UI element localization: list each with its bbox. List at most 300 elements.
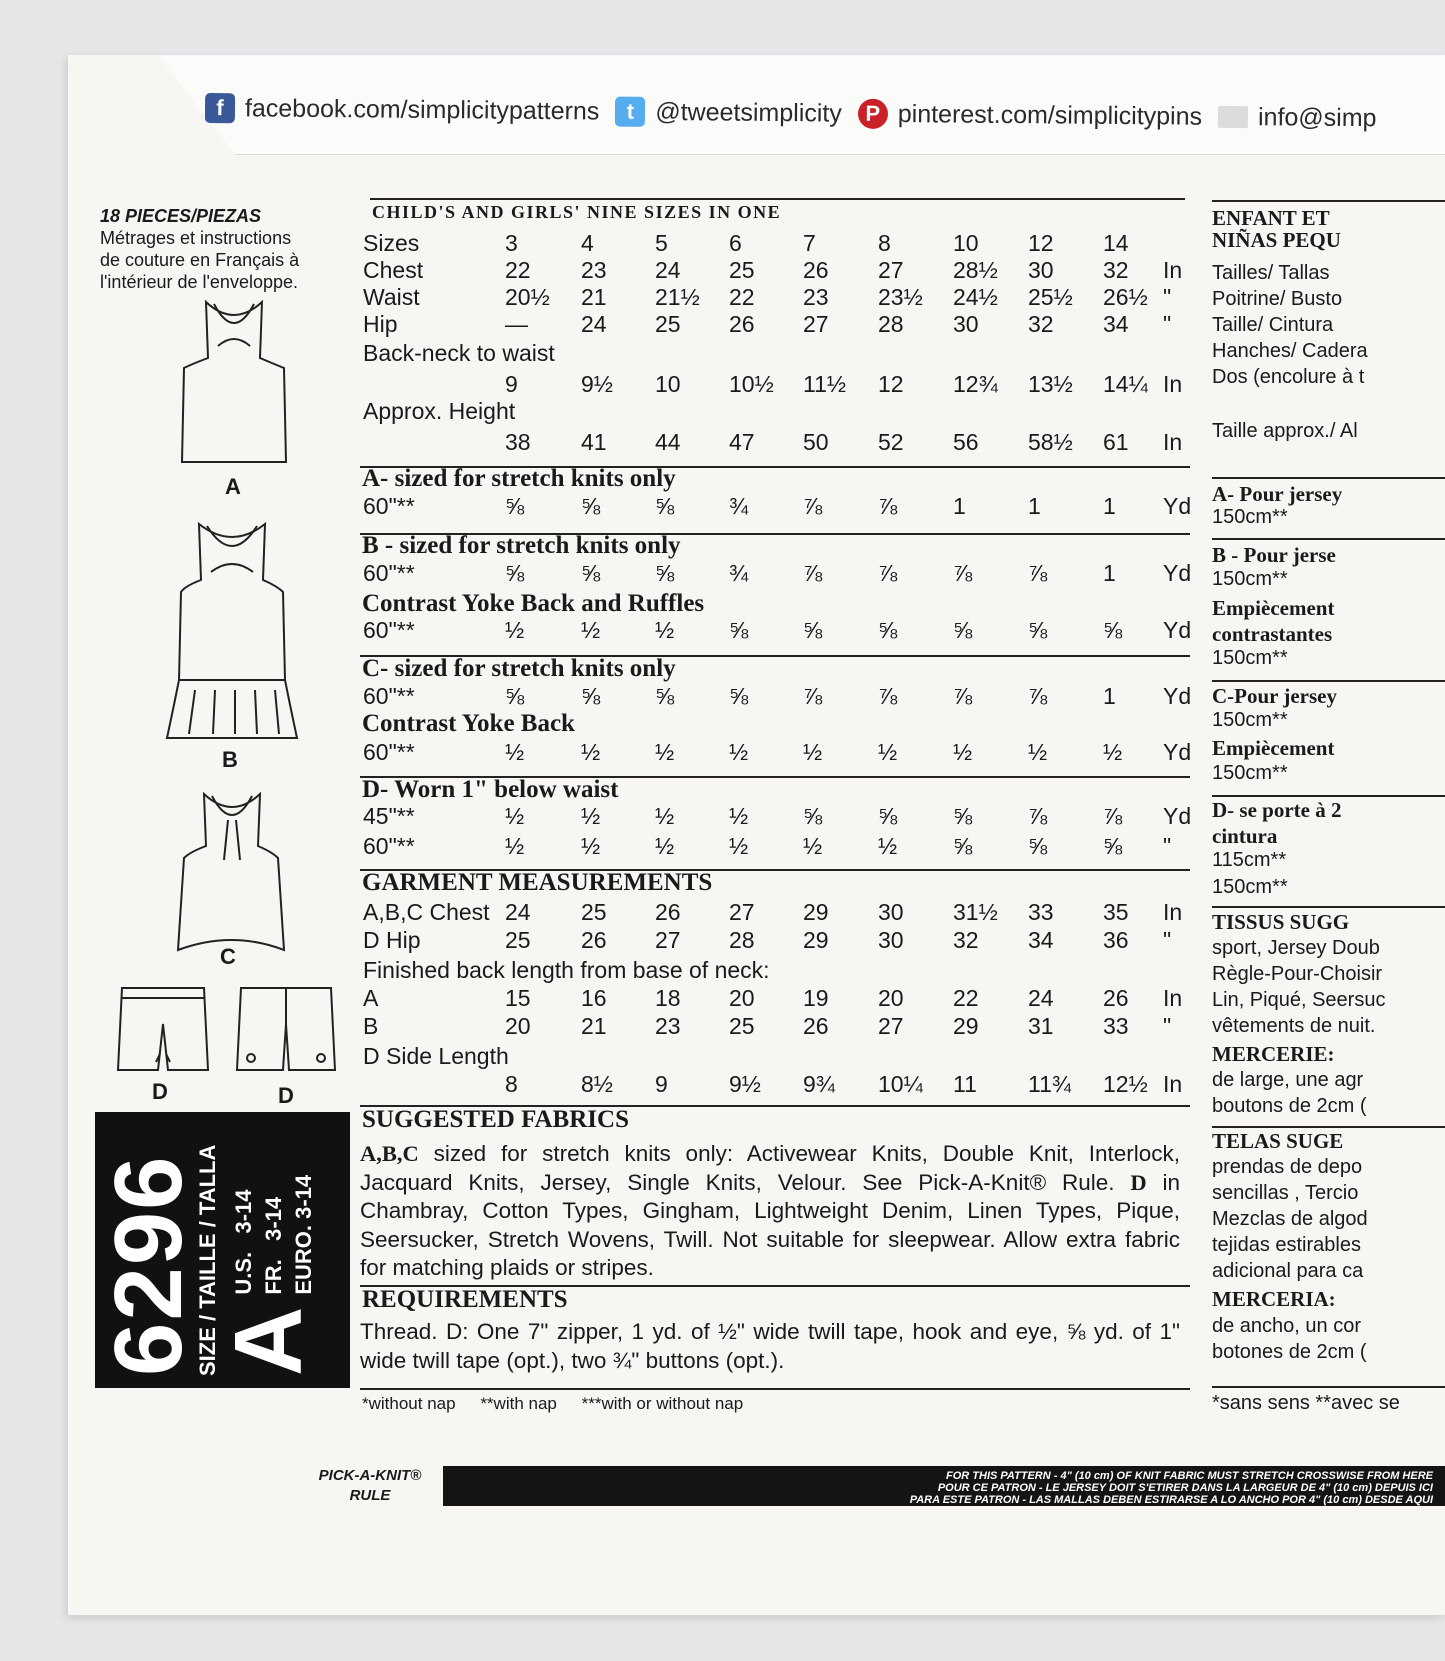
cell-value: 24 bbox=[505, 899, 531, 925]
cell-value: 7 bbox=[803, 230, 816, 256]
size-range-fr: FR. 3-14 bbox=[261, 1196, 286, 1295]
fr-merceria-line: de ancho, un cor bbox=[1212, 1315, 1361, 1337]
cell-value: 23 bbox=[581, 257, 607, 283]
cell-value: 29 bbox=[803, 927, 829, 953]
cell-value: ⅞ bbox=[1103, 803, 1123, 829]
cell-value: 30 bbox=[953, 311, 979, 337]
pieces-count: 18 PIECES/PIEZAS bbox=[100, 206, 262, 226]
row-label: 60"** bbox=[363, 683, 415, 709]
cell-value: — bbox=[505, 311, 528, 337]
cell-unit: " bbox=[1163, 927, 1172, 953]
fr-c-empiecement: Empiècement bbox=[1212, 736, 1335, 760]
cell-value: ⅞ bbox=[878, 683, 898, 709]
cell-value: 19 bbox=[803, 985, 829, 1011]
cell-value: ⅞ bbox=[803, 493, 823, 519]
view-d-front-label: D bbox=[152, 1079, 168, 1104]
cell-value: 26 bbox=[581, 927, 607, 953]
cell-value: ⅝ bbox=[655, 560, 675, 586]
finished-length-label: Finished back length from base of neck: bbox=[363, 957, 770, 983]
cell-value: 36 bbox=[1103, 927, 1129, 953]
view-a-illustration bbox=[178, 298, 290, 468]
cell-value: ⅝ bbox=[655, 493, 675, 519]
cell-value: 6 bbox=[729, 230, 742, 256]
cell-value: 12½ bbox=[1103, 1071, 1148, 1097]
cell-value: 14¼ bbox=[1103, 371, 1148, 397]
cell-value: ½ bbox=[729, 803, 749, 829]
cell-value: 26 bbox=[729, 311, 755, 337]
cell-value: 8 bbox=[505, 1071, 518, 1097]
cell-value: 32 bbox=[1028, 311, 1054, 337]
row-label: 60"** bbox=[363, 833, 415, 859]
fr-waist: Taille/ Cintura bbox=[1212, 314, 1334, 336]
section-d-heading: D- Worn 1" below waist bbox=[362, 776, 619, 803]
fr-rule-d bbox=[1212, 795, 1445, 797]
cell-value: ⅝ bbox=[505, 493, 525, 519]
fr-c-contrast-150: 150cm** bbox=[1212, 762, 1288, 784]
twitter-icon: t bbox=[615, 97, 645, 127]
cell-value: 21½ bbox=[655, 284, 700, 310]
row-label: A bbox=[363, 985, 379, 1011]
fr-height: Taille approx./ Al bbox=[1212, 420, 1358, 442]
cell-value: 25½ bbox=[1028, 284, 1073, 310]
cell-value: 47 bbox=[729, 429, 755, 455]
fr-d-cintura: cintura bbox=[1212, 824, 1278, 848]
cell-value: ½ bbox=[655, 833, 675, 859]
cell-value: 26 bbox=[803, 257, 829, 283]
cell-value: 28½ bbox=[953, 257, 998, 283]
size-letter: A bbox=[215, 1306, 322, 1376]
cell-value: 41 bbox=[581, 429, 607, 455]
cell-value: 21 bbox=[581, 1013, 607, 1039]
cell-value: ⅝ bbox=[878, 617, 898, 643]
pieces-line-4: l'intérieur de l'enveloppe. bbox=[100, 272, 298, 292]
cell-value: ½ bbox=[581, 617, 601, 643]
cell-value: ⅝ bbox=[729, 683, 749, 709]
requirements-text: Thread. D: One 7" zipper, 1 yd. of ½" wide twill tape, hook and eye, ⅝ yd. of 1" wide twill tape (opt.), two ¾" buttons (opt.). bbox=[360, 1319, 1180, 1373]
back-neck-row bbox=[363, 371, 1193, 399]
cell-value: ⅝ bbox=[581, 560, 601, 586]
cell-value: ½ bbox=[655, 739, 675, 765]
cell-value: ½ bbox=[505, 739, 525, 765]
cell-value: 27 bbox=[655, 927, 681, 953]
view-d-back-label: D bbox=[278, 1083, 294, 1108]
cell-value: ⅝ bbox=[1028, 833, 1048, 859]
cell-unit: " bbox=[1163, 1013, 1172, 1039]
facebook-link[interactable]: facebook.com/simplicitypatterns bbox=[244, 93, 600, 125]
d-45-row bbox=[363, 803, 1193, 831]
fr-telas-line: prendas de depo bbox=[1212, 1156, 1363, 1178]
cell-value: ⅝ bbox=[505, 560, 525, 586]
cell-value: 9 bbox=[505, 371, 518, 397]
pattern-number: 6296 bbox=[95, 1154, 202, 1376]
cell-value: 27 bbox=[729, 899, 755, 925]
fr-a-150: 150cm** bbox=[1212, 506, 1288, 528]
size-block bbox=[95, 1112, 350, 1388]
cell-unit: In bbox=[1163, 899, 1183, 925]
cell-unit: In bbox=[1163, 429, 1183, 455]
cell-value: 33 bbox=[1103, 1013, 1129, 1039]
cell-value: ½ bbox=[803, 833, 823, 859]
cell-value: 10 bbox=[655, 371, 681, 397]
cell-value: 30 bbox=[878, 927, 904, 953]
side-length-row bbox=[363, 1071, 1193, 1099]
view-d-back-illustration bbox=[235, 984, 337, 1076]
pick-a-knit-label: PICK-A-KNIT® RULE bbox=[318, 1467, 422, 1504]
cell-unit: Yd bbox=[1163, 739, 1192, 765]
fr-tissus-heading: TISSUS SUGG bbox=[1212, 910, 1350, 934]
row-label: 60"** bbox=[363, 560, 415, 586]
hip-row bbox=[363, 311, 1193, 339]
cell-value: 50 bbox=[803, 429, 829, 455]
cell-value: 1 bbox=[953, 493, 966, 519]
cell-value: 30 bbox=[1028, 257, 1054, 283]
side-length-label: D Side Length bbox=[363, 1043, 509, 1069]
section-b-heading: B - sized for stretch knits only bbox=[362, 532, 681, 559]
cell-value: ⅞ bbox=[878, 493, 898, 519]
row-label: 60"** bbox=[363, 617, 415, 643]
cell-value: ⅝ bbox=[803, 617, 823, 643]
cell-value: 12 bbox=[878, 371, 904, 397]
cell-value: 32 bbox=[953, 927, 979, 953]
cell-value: 26 bbox=[1103, 985, 1129, 1011]
fr-title-2: NIÑAS PEQU bbox=[1212, 228, 1341, 252]
fr-d-150: 150cm** bbox=[1212, 876, 1288, 898]
cell-value: 15 bbox=[505, 985, 531, 1011]
cell-value: ⅝ bbox=[655, 683, 675, 709]
size-range-us: U.S. 3-14 bbox=[231, 1189, 256, 1295]
fr-telas-line: adicional para ca bbox=[1212, 1260, 1364, 1282]
cell-value: ½ bbox=[1103, 739, 1123, 765]
cell-value: 52 bbox=[878, 429, 904, 455]
cell-value: ⅝ bbox=[1028, 617, 1048, 643]
cell-unit: Yd bbox=[1163, 493, 1192, 519]
cell-value: 13½ bbox=[1028, 371, 1073, 397]
cell-value: 9½ bbox=[581, 371, 613, 397]
cell-unit: Yd bbox=[1163, 683, 1192, 709]
section-c-heading: C- sized for stretch knits only bbox=[362, 655, 676, 682]
cell-value: 11 bbox=[953, 1071, 977, 1097]
cell-value: ⅞ bbox=[953, 683, 973, 709]
height-row bbox=[363, 429, 1193, 457]
facebook-icon: f bbox=[205, 93, 235, 123]
cell-value: 12 bbox=[1028, 230, 1054, 256]
cell-value: 58½ bbox=[1028, 429, 1073, 455]
cell-value: 31½ bbox=[953, 899, 998, 925]
cell-value: ⅞ bbox=[803, 683, 823, 709]
pieces-line-3: de couture en Français à bbox=[100, 250, 300, 270]
cell-unit: Yd bbox=[1163, 617, 1192, 643]
fr-mercerie-line: boutons de 2cm ( bbox=[1212, 1095, 1367, 1117]
fr-rule-foot bbox=[1212, 1386, 1445, 1388]
fr-d-115: 115cm** bbox=[1212, 849, 1287, 871]
cell-value: 23 bbox=[655, 1013, 681, 1039]
email-icon bbox=[1218, 106, 1248, 128]
fr-merceria-heading: MERCERIA: bbox=[1212, 1287, 1336, 1311]
requirements-heading: REQUIREMENTS bbox=[362, 1286, 568, 1313]
cell-value: 35 bbox=[1103, 899, 1129, 925]
fr-top-rule bbox=[1212, 200, 1445, 202]
cell-value: ⅝ bbox=[1103, 617, 1123, 643]
cell-value: 26½ bbox=[1103, 284, 1148, 310]
cell-unit: Yd bbox=[1163, 803, 1192, 829]
footnotes bbox=[362, 1394, 763, 1414]
c-60-row bbox=[363, 683, 1193, 711]
fr-telas-heading: TELAS SUGE bbox=[1212, 1129, 1344, 1153]
finished-b-row bbox=[363, 1013, 1193, 1041]
fr-rule-c bbox=[1212, 680, 1445, 682]
cell-value: 25 bbox=[505, 927, 531, 953]
cell-value: ⅞ bbox=[1028, 560, 1048, 586]
cell-value: ⅝ bbox=[878, 803, 898, 829]
cell-value: 5 bbox=[655, 230, 668, 256]
cell-value: 38 bbox=[505, 429, 531, 455]
a-60-row bbox=[363, 493, 1193, 521]
cell-value: ⅝ bbox=[953, 833, 973, 859]
cell-value: 22 bbox=[505, 257, 531, 283]
fr-telas-line: Mezclas de algod bbox=[1212, 1208, 1368, 1230]
cell-value: 44 bbox=[655, 429, 681, 455]
cell-value: 12¾ bbox=[953, 371, 998, 397]
cell-value: 61 bbox=[1103, 429, 1129, 455]
fr-merceria-line: botones de 2cm ( bbox=[1212, 1341, 1367, 1363]
row-label: Sizes bbox=[363, 230, 420, 256]
garment-chest-row bbox=[363, 899, 1193, 927]
cell-value: ½ bbox=[729, 833, 749, 859]
fr-tissus-line: vêtements de nuit. bbox=[1212, 1015, 1376, 1037]
cell-value: 25 bbox=[729, 257, 755, 283]
cell-unit: In bbox=[1163, 257, 1183, 283]
cell-value: ½ bbox=[878, 739, 898, 765]
cell-value: 28 bbox=[878, 311, 904, 337]
cell-value: ⅝ bbox=[581, 683, 601, 709]
footnote-without-nap: *without nap bbox=[362, 1394, 456, 1413]
fr-footnote: *sans sens **avec se bbox=[1212, 1392, 1400, 1414]
row-label: 60"** bbox=[363, 493, 415, 519]
fr-title-1: ENFANT ET bbox=[1212, 206, 1330, 230]
cell-value: 24 bbox=[1028, 985, 1054, 1011]
cell-value: 10 bbox=[953, 230, 979, 256]
fr-c-heading: C-Pour jersey bbox=[1212, 684, 1337, 708]
cell-value: ⅝ bbox=[953, 803, 973, 829]
cell-value: 25 bbox=[655, 311, 681, 337]
section-b-contrast-heading: Contrast Yoke Back and Ruffles bbox=[362, 590, 705, 617]
cell-value: ⅝ bbox=[581, 493, 601, 519]
section-c-contrast-heading: Contrast Yoke Back bbox=[362, 710, 575, 737]
fr-c-150: 150cm** bbox=[1212, 709, 1288, 731]
cell-value: 26 bbox=[655, 899, 681, 925]
fr-b-empiecement: Empiècement bbox=[1212, 596, 1335, 620]
row-label: D Hip bbox=[363, 927, 421, 953]
footnote-with-or-without-nap: ***with or without nap bbox=[581, 1394, 744, 1413]
cell-unit: In bbox=[1163, 985, 1183, 1011]
fr-b-contrast-150: 150cm** bbox=[1212, 647, 1288, 669]
fr-d-heading: D- se porte à 2 bbox=[1212, 798, 1342, 822]
cell-value: 21 bbox=[581, 284, 607, 310]
view-c-label: C bbox=[220, 944, 236, 969]
garment-hip-row bbox=[363, 927, 1193, 955]
table-title: CHILD'S AND GIRLS' NINE SIZES IN ONE bbox=[372, 202, 782, 222]
cell-value: ¾ bbox=[729, 493, 749, 519]
cell-value: 3 bbox=[505, 230, 518, 256]
cell-value: 24 bbox=[655, 257, 681, 283]
cell-value: ½ bbox=[581, 803, 601, 829]
cell-value: 14 bbox=[1103, 230, 1129, 256]
fr-sizes: Tailles/ Tallas bbox=[1212, 262, 1330, 284]
cell-value: 28 bbox=[729, 927, 755, 953]
cell-value: 34 bbox=[1028, 927, 1054, 953]
fr-mercerie-heading: MERCERIE: bbox=[1212, 1042, 1335, 1066]
cell-value: 23½ bbox=[878, 284, 923, 310]
footnote-with-nap: **with nap bbox=[480, 1394, 557, 1413]
cell-value: 27 bbox=[878, 1013, 904, 1039]
cell-unit: " bbox=[1163, 284, 1172, 310]
cell-value: 34 bbox=[1103, 311, 1129, 337]
cell-value: 30 bbox=[878, 899, 904, 925]
c-contrast-row bbox=[363, 739, 1193, 767]
fr-rule-b bbox=[1212, 538, 1445, 540]
cell-value: 20 bbox=[505, 1013, 531, 1039]
cell-value: 1 bbox=[1103, 683, 1116, 709]
fr-telas-line: tejidas estirables bbox=[1212, 1234, 1361, 1256]
cell-value: 33 bbox=[1028, 899, 1054, 925]
cell-value: 25 bbox=[729, 1013, 755, 1039]
view-b-label: B bbox=[222, 747, 238, 772]
cell-value: ⅞ bbox=[1028, 683, 1048, 709]
email-link[interactable]: info@simp bbox=[1257, 102, 1377, 132]
cell-value: 27 bbox=[878, 257, 904, 283]
d-60-row bbox=[363, 833, 1193, 861]
cell-value: 8 bbox=[878, 230, 891, 256]
fr-tissus-line: Règle-Pour-Choisir bbox=[1212, 963, 1383, 985]
cell-value: ⅞ bbox=[878, 560, 898, 586]
cell-value: 23 bbox=[803, 284, 829, 310]
cell-value: 10½ bbox=[729, 371, 774, 397]
b-60-row bbox=[363, 560, 1193, 588]
pieces-info bbox=[100, 205, 370, 293]
cell-value: ⅝ bbox=[953, 617, 973, 643]
view-b-illustration bbox=[165, 520, 300, 745]
cell-value: ½ bbox=[878, 833, 898, 859]
fr-rule-telas bbox=[1212, 1126, 1445, 1128]
cell-value: 20 bbox=[729, 985, 755, 1011]
cell-value: 24 bbox=[581, 311, 607, 337]
cell-value: 9 bbox=[655, 1071, 668, 1097]
back-neck-label: Back-neck to waist bbox=[363, 340, 555, 366]
cell-value: ½ bbox=[505, 617, 525, 643]
cell-value: ½ bbox=[953, 739, 973, 765]
footnote-rule bbox=[360, 1388, 1190, 1390]
cell-value: 20 bbox=[878, 985, 904, 1011]
b-contrast-row bbox=[363, 617, 1193, 645]
view-d-front-illustration bbox=[116, 984, 210, 1076]
cell-value: ⅝ bbox=[729, 617, 749, 643]
fr-rule-a bbox=[1212, 477, 1445, 479]
height-label: Approx. Height bbox=[363, 398, 516, 424]
cell-value: ½ bbox=[581, 739, 601, 765]
pieces-line-2: Métrages et instructions bbox=[100, 228, 292, 248]
row-label: B bbox=[363, 1013, 379, 1039]
cell-value: 10¼ bbox=[878, 1071, 923, 1097]
row-label: 45"** bbox=[363, 803, 415, 829]
fr-tissus-line: sport, Jersey Doub bbox=[1212, 937, 1380, 959]
cell-value: 20½ bbox=[505, 284, 550, 310]
pinterest-link[interactable]: pinterest.com/simplicitypins bbox=[897, 99, 1203, 131]
cell-value: 1 bbox=[1103, 560, 1116, 586]
cell-value: ¾ bbox=[729, 560, 749, 586]
fr-mercerie-line: de large, une agr bbox=[1212, 1069, 1364, 1091]
cell-value: 26 bbox=[803, 1013, 829, 1039]
cell-value: ½ bbox=[1028, 739, 1048, 765]
row-label: Hip bbox=[363, 311, 398, 337]
cell-value: 22 bbox=[953, 985, 979, 1011]
fr-chest: Poitrine/ Busto bbox=[1212, 288, 1343, 310]
cell-value: 32 bbox=[1103, 257, 1129, 283]
cell-value: ½ bbox=[581, 833, 601, 859]
cell-value: 18 bbox=[655, 985, 681, 1011]
chest-row bbox=[363, 257, 1193, 285]
cell-value: 56 bbox=[953, 429, 979, 455]
cell-value: ½ bbox=[505, 833, 525, 859]
pick-a-knit-rule: FOR THIS PATTERN - 4" (10 cm) OF KNIT FABRIC MUST STRETCH CROSSWISE FROM HERE POUR CE PATRON - LE JERSEY DOIT S'ETIRER DANS LA LARGEUR DE 4" (10 cm) DEPUIS ICI PARA ESTE PATRON - LAS MALLAS DEBEN ESTIRARSE A LO ANCHO POR 4" (10 cm) DESDE AQUI bbox=[443, 1466, 1445, 1506]
cell-value: 4 bbox=[581, 230, 594, 256]
cell-value: ⅝ bbox=[505, 683, 525, 709]
fr-b-contrast: contrastantes bbox=[1212, 622, 1333, 646]
finished-a-row bbox=[363, 985, 1193, 1013]
cell-value: 1 bbox=[1103, 493, 1116, 519]
cell-value: ½ bbox=[729, 739, 749, 765]
pinterest-icon: P bbox=[858, 99, 888, 129]
row-label: 60"** bbox=[363, 739, 415, 765]
cell-value: ⅞ bbox=[803, 560, 823, 586]
size-label: SIZE / TAILLE / TALLA bbox=[195, 1144, 220, 1376]
waist-row bbox=[363, 284, 1193, 312]
cell-value: 25 bbox=[581, 899, 607, 925]
cell-value: 27 bbox=[803, 311, 829, 337]
cell-value: 29 bbox=[953, 1013, 979, 1039]
fr-telas-line: sencillas , Tercio bbox=[1212, 1182, 1359, 1204]
cell-value: ⅝ bbox=[803, 803, 823, 829]
size-range-euro: EURO. 3-14 bbox=[291, 1174, 316, 1295]
cell-value: 11¾ bbox=[1028, 1071, 1072, 1097]
table-top-rule bbox=[370, 198, 1185, 200]
cell-value: 24½ bbox=[953, 284, 998, 310]
cell-unit: " bbox=[1163, 833, 1172, 859]
row-label: Waist bbox=[363, 284, 420, 310]
cell-value: 16 bbox=[581, 985, 607, 1011]
cell-value: 8½ bbox=[581, 1071, 613, 1097]
row-label: Chest bbox=[363, 257, 424, 283]
section-a-heading: A- sized for stretch knits only bbox=[362, 465, 676, 492]
cell-value: 9½ bbox=[729, 1071, 761, 1097]
cell-value: ½ bbox=[505, 803, 525, 829]
fr-hip: Hanches/ Cadera bbox=[1212, 340, 1368, 362]
cell-value: 29 bbox=[803, 899, 829, 925]
view-a-label: A bbox=[225, 474, 241, 499]
fr-b-150: 150cm** bbox=[1212, 568, 1288, 590]
garment-heading: GARMENT MEASUREMENTS bbox=[362, 869, 713, 896]
cell-value: 11½ bbox=[803, 371, 847, 397]
cell-unit: In bbox=[1163, 1071, 1183, 1097]
fr-back: Dos (encolure à t bbox=[1212, 366, 1365, 388]
row-label: A,B,C Chest bbox=[363, 899, 490, 925]
cell-value: 1 bbox=[1028, 493, 1041, 519]
suggested-fabrics-text: A,B,C sized for stretch knits only: Activewear Knits, Double Knit, Interlock, Jacquard Knits, Jersey, Single Knits, Velour. See Pick-A-Knit® Rule. D in Chambray, Cotton Types, Gingham, Lightweight Denim, Linen Types, Pique, Seersucker, Stretch Wovens, Twill. Not suitable for sleepwear. Allow extra fabric for matching plaids or stripes. bbox=[360, 1141, 1181, 1280]
cell-unit: In bbox=[1163, 371, 1183, 397]
fr-tissus-line: Lin, Piqué, Seersuc bbox=[1212, 989, 1386, 1011]
view-c-illustration bbox=[176, 790, 288, 955]
twitter-link[interactable]: @tweetsimplicity bbox=[655, 97, 842, 128]
cell-unit: Yd bbox=[1163, 560, 1192, 586]
